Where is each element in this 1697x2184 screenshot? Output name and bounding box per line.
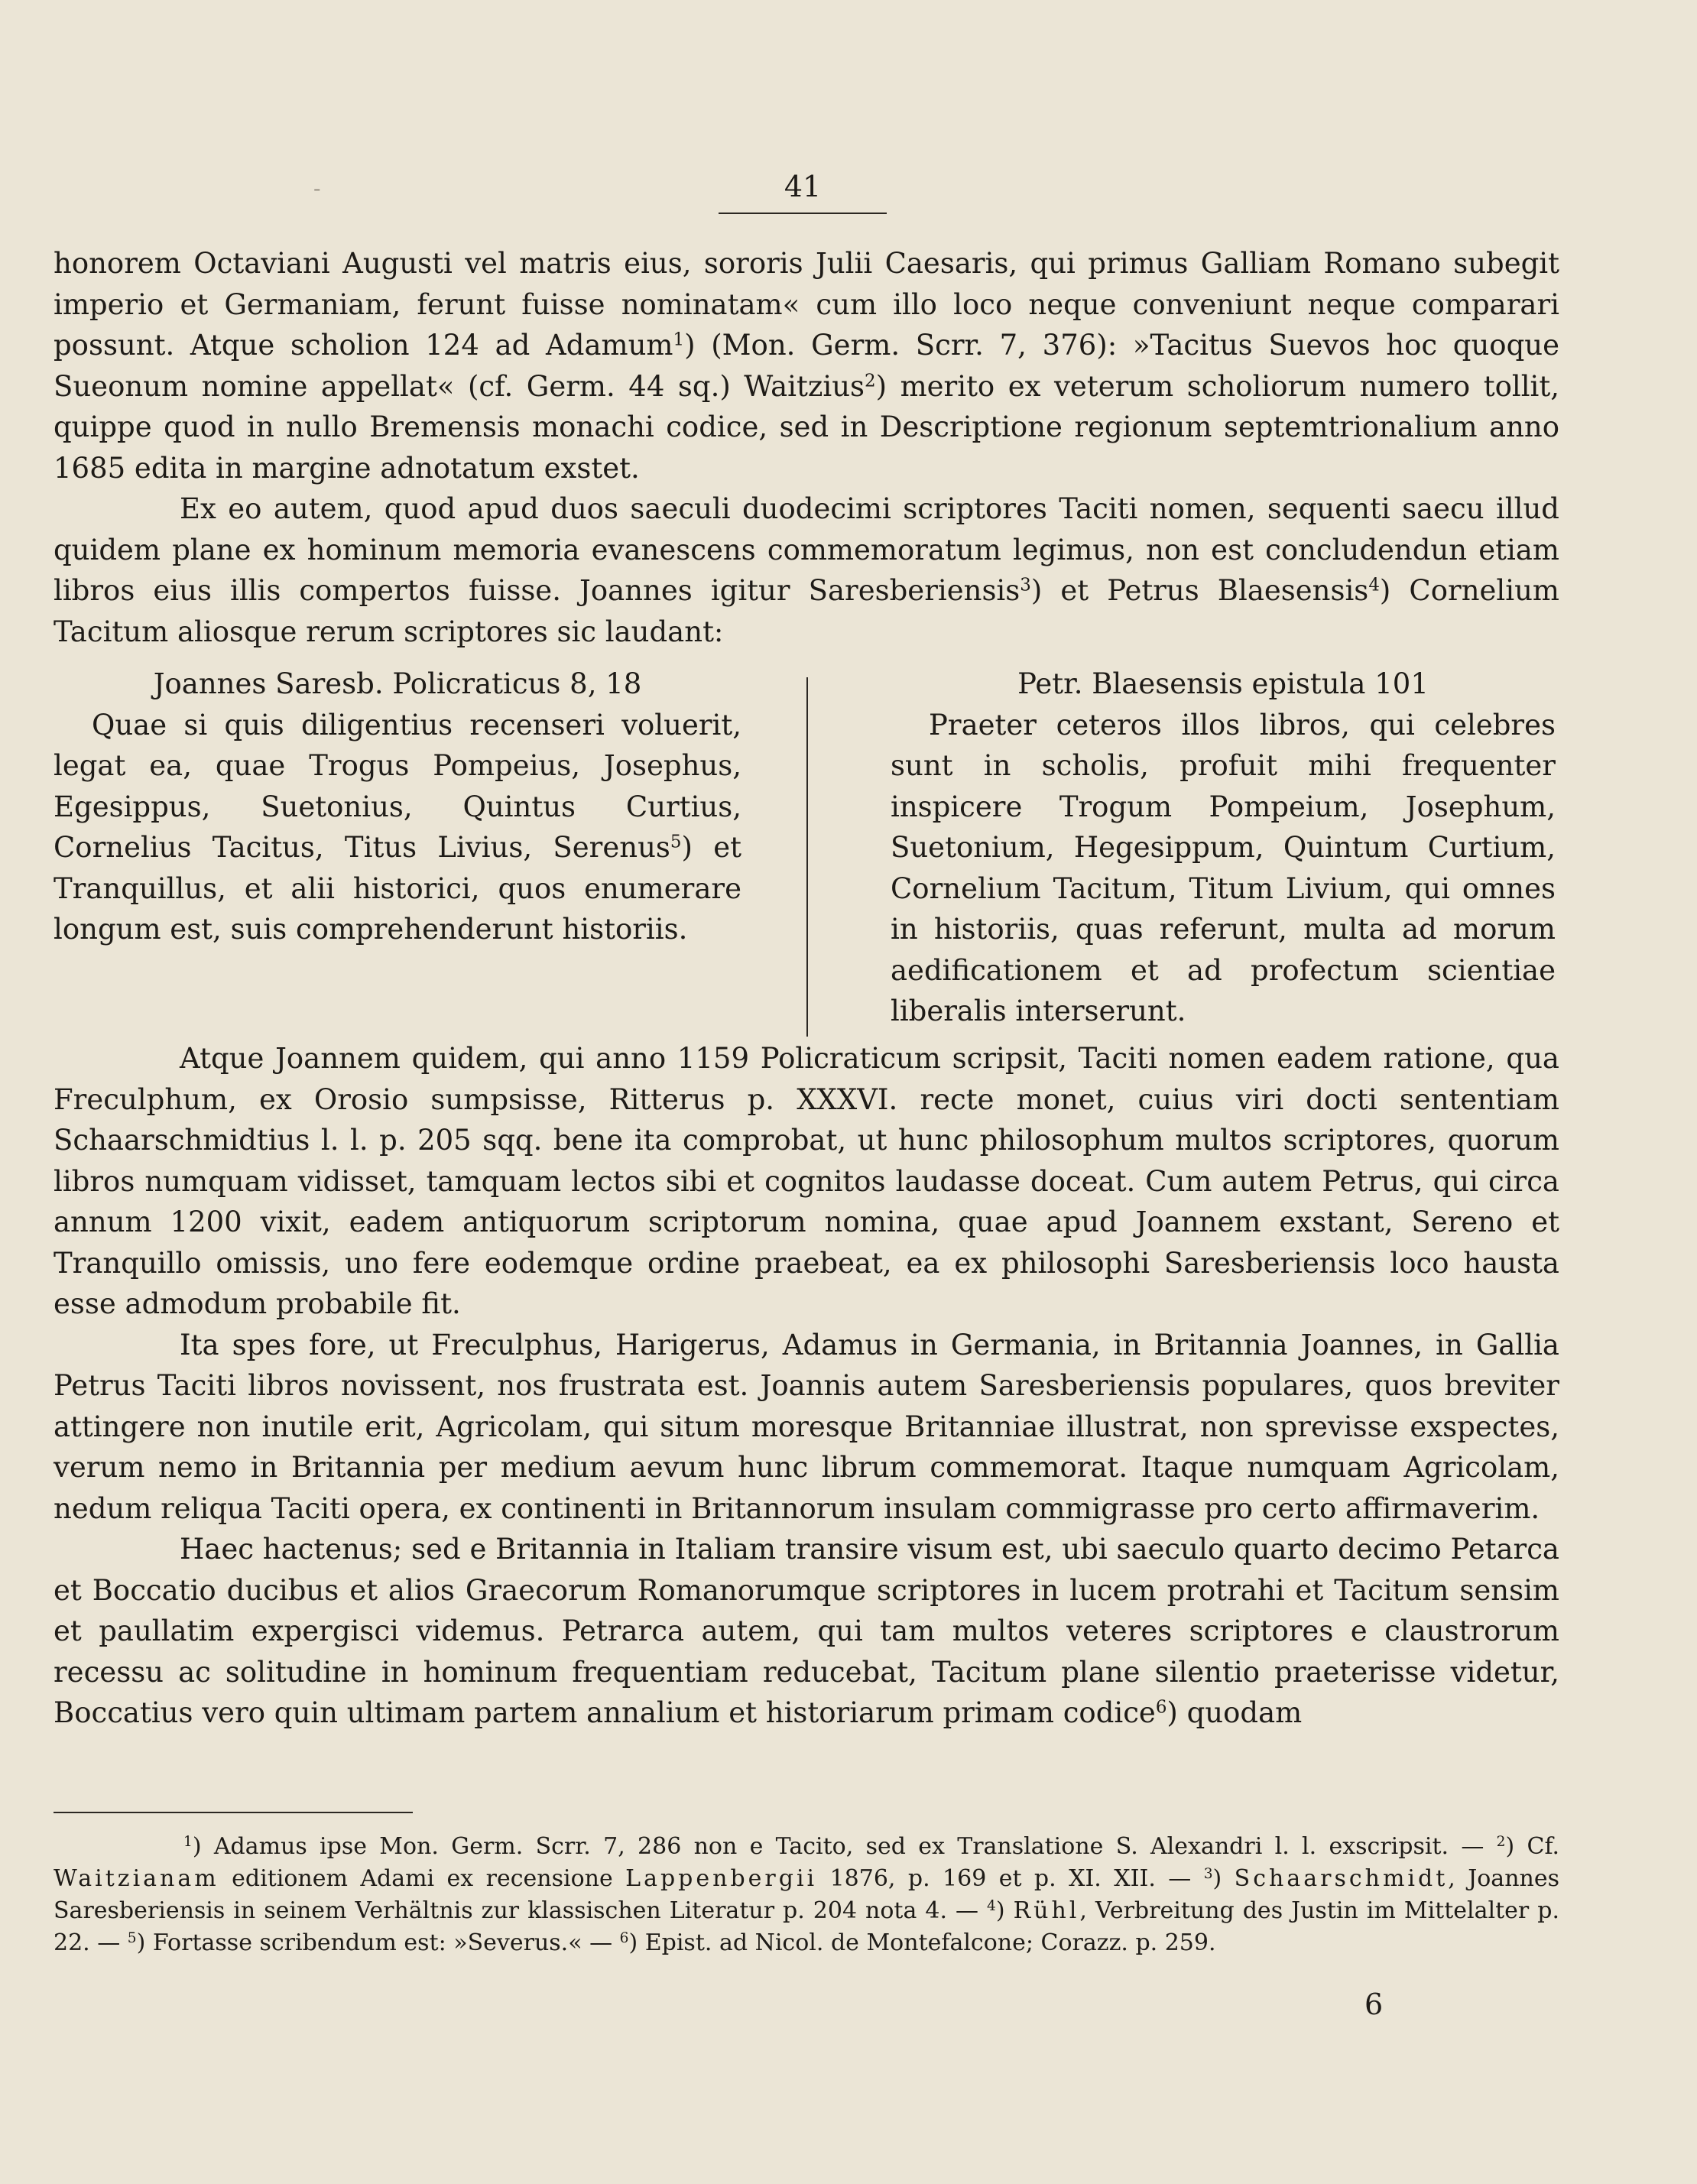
quote-right [891,664,1556,1032]
quote-left [54,664,741,950]
footnote-ref-1: 1 [673,329,685,350]
page-number-rule [719,213,887,214]
footnote-ref-5: 5 [670,832,682,852]
footnote-ref-3: 3 [1020,575,1031,595]
page-number: 41 [784,170,822,203]
quote-right-text: Praeter ceteros illos libros, qui celebres sunt in scholis, profuit mihi frequenter inspicere Trogum Pompeium, Josephum, Suetonium, Hegesippum, Quintum Curtium, Cornelium Tacitum, Titum Livium, qui omnes in historiis, quas referunt, multa ad morum aedificationem et ad profectum scientiae liberalis interserunt. [891,708,1556,1027]
quote-left-heading: Joannes Saresb. Policraticus 8, 18 [153,667,642,700]
column-divider [806,677,808,1037]
paragraph-3: Atque Joannem quidem, qui anno 1159 Policraticum scripsit, Taciti nomen eadem ratione, qua Freculphum, ex Orosio sumpsisse, Ritterus p. XXXVI. recte monet, cuius viri docti sententiam Schaarschmidtius l. l. p. 205 sqq. bene ita comprobat, ut hunc philosophum multos scriptores, quorum libros numquam vidisset, tamquam lectos sibi et cognitos laudasse doceat. Cum autem Petrus, qui circa annum 1200 vixit, eadem antiquorum scriptorum nomina, quae apud Joannem exstant, Sereno et Tranquillo omissis, uno fere eodemque ordine praebeat, ea ex philosophi Saresberiensis loco hausta esse admodum probabile fit. [54,1042,1559,1320]
footnote-ref-2: 2 [865,370,876,391]
text-block-bottom [54,1038,1559,1734]
paragraph-5: Haec hactenus; sed e Britannia in Italiam transire visum est, ubi saeculo quarto decimo Petarca et Boccatio ducibus et alios Graecorum Romanorumque scriptores in lucem protrahi et Tacitum sensim et paullatim expergisci videmus. Petrarca autem, qui tam multos veteres scriptores e claustrorum recessu ac solitudine in hominum frequentiam reducebat, Tacitum plane silentio praeterisse videtur, Boccatius vero quin ultimam partem annalium et historiarum primam codice$^6$) quodam [54,1533,1559,1729]
footnote-ref-4: 4 [1368,575,1380,595]
footnote-rule [54,1812,413,1813]
parallel-quotes [54,664,1559,1038]
paragraph-2: Ex eo autem, quod apud duos saeculi duodecimi scriptores Taciti nomen, sequenti saecu illud quidem plane ex hominum memoria evanescens commemoratum legimus, non est concludendun etiam libros eius illis compertos fuisse. Joannes igitur Saresberiensis$^3$) et Petrus Blaesensis$^4$) Cornelium Tacitum aliosque rerum scriptores sic laudant: [54,492,1559,648]
paragraph-1: honorem Octaviani Augusti vel matris eius, sororis Julii Caesaris, qui primus Galliam Romano subegit imperio et Germaniam, ferunt fuisse nominatam« cum illo loco neque conveniunt neque comparari possunt. Atque scholion 124 ad Adamum$^1$) (Mon. Germ. Scrr. 7, 376): »Tacitus Suevos hoc quoque Sueonum nomine appellat« (cf. Germ. 44 sq.) Waitzius$^2$) merito ex veterum scholiorum numero tollit, quippe quod in nullo Bremensis monachi codice, sed in Descriptione regionum septemtrionalium anno 1685 edita in margine adnotatum exstet. [54,247,1559,485]
paragraph-4: Ita spes fore, ut Freculphus, Harigerus, Adamus in Germania, in Britannia Joannes, in Gallia Petrus Taciti libros novissent, nos frustrata est. Joannis autem Saresberiensis populares, quos breviter attingere non inutile erit, Agricolam, qui situm moresque Britanniae illustrat, non sprevisse exspectes, verum nemo in Britannia per medium aevum hunc librum commemorat. Itaque numquam Agricolam, nedum reliqua Taciti opera, ex continenti in Britannorum insulam commigrasse pro certo affirmaverim. [54,1328,1559,1525]
footnotes [54,1831,1559,1959]
text-block-top [54,243,1559,652]
signature-mark: 6 [1364,1988,1384,2021]
quote-right-heading: Petr. Blaesensis epistula 101 [1017,667,1429,700]
footnote-text: $^1$) Adamus ipse Mon. Germ. Scrr. 7, 286 non e Tacito, sed ex Translatione S. Alexandri l. l. exscripsit. — $^2$) Cf. Waitzianam editionem Adami ex recensione Lappenbergii 1876, p. 169 et p. XI. XII. — $^3$) Schaarschmidt, Joannes Saresberiensis in seinem Verhältnis zur klassischen Literatur p. 204 nota 4. — $^4$) Rühl, Verbreitung des Justin im Mittelalter p. 22. — $^5$) Fortasse scribendum est: »Severus.« — $^6$) Epist. ad Nicol. de Montefalcone; Corazz. p. 259. [54,1833,1560,1956]
header-mark: - [313,176,321,201]
quote-left-text: Quae si quis diligentius recenseri voluerit, legat ea, quae Trogus Pompeius, Josephus, Egesippus, Suetonius, Quintus Curtius, Cornelius Tacitus, Titus Livius, Serenus$^5$) et Tranquillus, et alii historici, quos enumerare longum est, suis comprehenderunt historiis. [54,708,741,946]
footnote-ref-6: 6 [1155,1697,1167,1718]
